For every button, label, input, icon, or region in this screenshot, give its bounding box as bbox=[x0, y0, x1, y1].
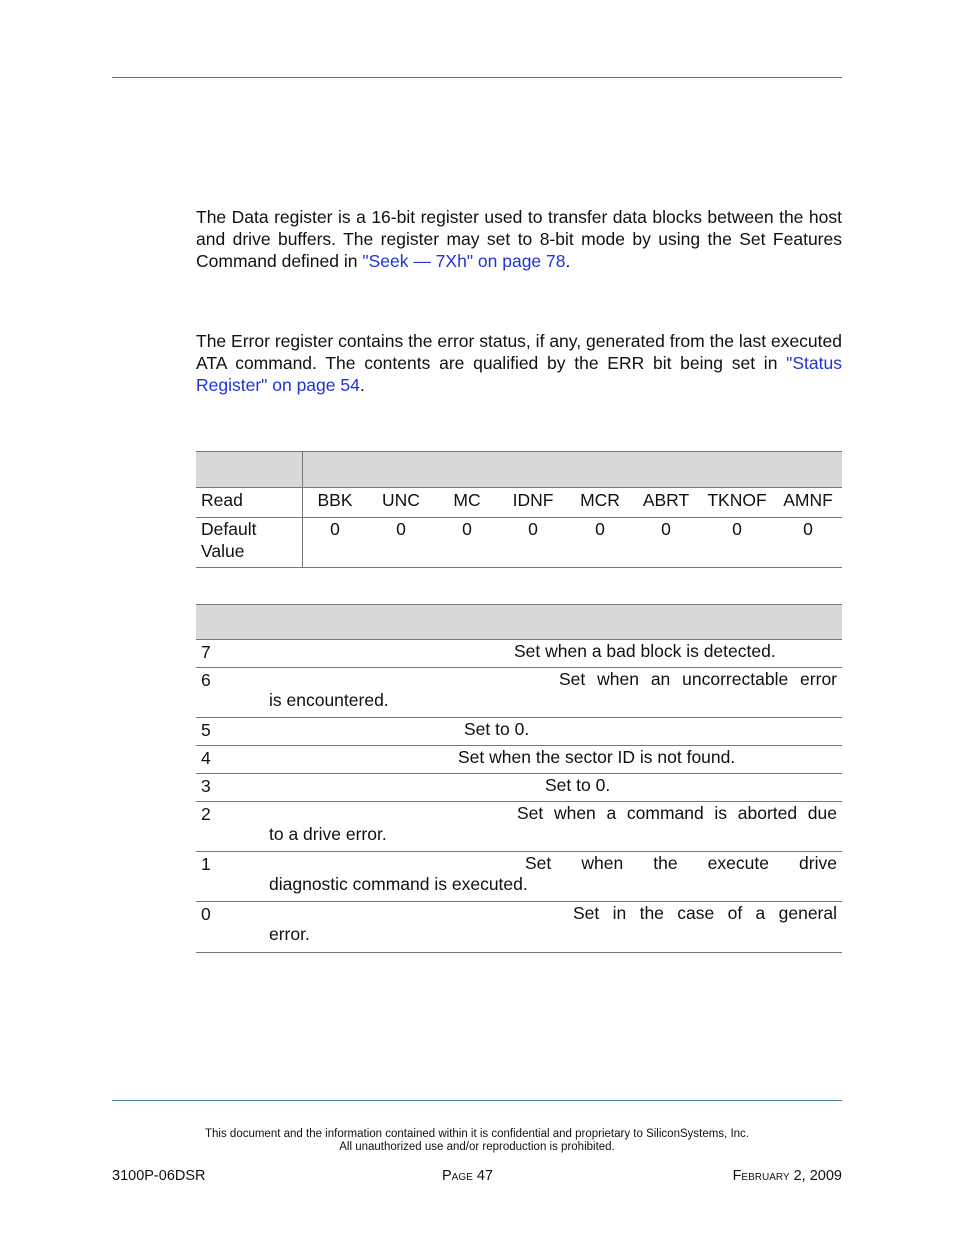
bit-description-continued: error. bbox=[269, 924, 310, 944]
bit-name: BBK bbox=[317, 490, 353, 510]
data-register-paragraph bbox=[196, 206, 842, 272]
bit-description: Set when a bad block is detected. bbox=[514, 641, 776, 661]
error-register-bit-table bbox=[196, 451, 842, 568]
bit-description-continued: diagnostic command is executed. bbox=[269, 874, 528, 894]
page-number: Page 47 bbox=[442, 1168, 493, 1184]
bit-name: MCR bbox=[580, 490, 620, 510]
bit-default: 0 bbox=[528, 519, 538, 539]
bit-description: Set to 0. bbox=[464, 719, 530, 739]
register-table-bottom-line bbox=[196, 567, 842, 568]
bit-default: 0 bbox=[732, 519, 742, 539]
bit-description-continued: to a drive error. bbox=[269, 824, 387, 844]
register-table-header bbox=[196, 451, 842, 488]
table-row bbox=[196, 717, 842, 746]
error-register-text: The Error register contains the error status, if any, generated from the last executed ATA command. The contents are qualified by the ERR bit being set in bbox=[196, 331, 842, 373]
table-row bbox=[196, 667, 842, 718]
table-row bbox=[196, 801, 842, 852]
bit-number: 4 bbox=[201, 748, 211, 768]
register-table-row-line bbox=[196, 487, 842, 488]
bit-default: 0 bbox=[462, 519, 472, 539]
data-register-period: . bbox=[565, 251, 571, 271]
seek-command-link[interactable]: "Seek — 7Xh" on page 78 bbox=[362, 251, 566, 271]
bit-description: Set when the sector ID is not found. bbox=[458, 747, 736, 767]
default-label-line1: Default bbox=[201, 519, 257, 539]
bit-description-continued: is encountered. bbox=[269, 690, 389, 710]
bit-number: 3 bbox=[201, 776, 211, 796]
bit-table-header bbox=[196, 604, 842, 640]
error-register-period: . bbox=[359, 375, 365, 395]
error-register-paragraph bbox=[196, 330, 842, 396]
bit-number: 2 bbox=[201, 804, 211, 824]
table-row bbox=[196, 773, 842, 802]
bit-name: UNC bbox=[382, 490, 420, 510]
bit-name: ABRT bbox=[642, 490, 690, 510]
document-date: February 2, 2009 bbox=[732, 1168, 842, 1184]
bit-default: 0 bbox=[803, 519, 813, 539]
bit-description: Set to 0. bbox=[545, 775, 611, 795]
bit-name: IDNF bbox=[512, 490, 554, 510]
bit-name: TKNOF bbox=[707, 490, 767, 510]
header-rule bbox=[112, 77, 842, 78]
table-row bbox=[196, 745, 842, 774]
bit-default: 0 bbox=[661, 519, 671, 539]
table-row bbox=[196, 901, 842, 953]
confidentiality-line2: All unauthorized use and/or reproduction is prohibited. bbox=[339, 1141, 615, 1153]
bit-description: Set when an uncorrectable error bbox=[559, 669, 837, 689]
confidentiality-line1: This document and the information contained within it is confidential and proprietary to SiliconSystems, Inc. bbox=[205, 1128, 749, 1140]
status-register-link[interactable]: "Status Register" on page 54 bbox=[196, 353, 842, 395]
bit-number: 1 bbox=[201, 854, 211, 874]
bit-default: 0 bbox=[595, 519, 605, 539]
table-row bbox=[196, 639, 842, 668]
data-register-text: The Data register is a 16-bit register used to transfer data blocks between the host and drive buffers. The register may set to 8-bit mode by using the Set Features Command defined in bbox=[196, 207, 842, 271]
bit-default: 0 bbox=[330, 519, 340, 539]
document-number: 3100P-06DSR bbox=[112, 1168, 206, 1184]
bit-description: Set when a command is aborted due bbox=[517, 803, 837, 823]
bit-description: Set in the case of a general bbox=[573, 903, 837, 923]
confidentiality-notice bbox=[112, 1128, 842, 1154]
footer-rule bbox=[112, 1100, 842, 1101]
bit-number: 0 bbox=[201, 904, 211, 924]
bit-default: 0 bbox=[396, 519, 406, 539]
bit-name: AMNF bbox=[783, 490, 833, 510]
bit-number: 7 bbox=[201, 642, 211, 662]
read-row-label: Read bbox=[201, 490, 243, 510]
bit-description: Set when the execute drive bbox=[525, 853, 837, 873]
bit-number: 5 bbox=[201, 720, 211, 740]
default-value-row-label bbox=[201, 518, 256, 562]
bit-number: 6 bbox=[201, 670, 211, 690]
table-row bbox=[196, 851, 842, 902]
bit-name: MC bbox=[453, 490, 481, 510]
default-label-line2: Value bbox=[201, 541, 245, 561]
